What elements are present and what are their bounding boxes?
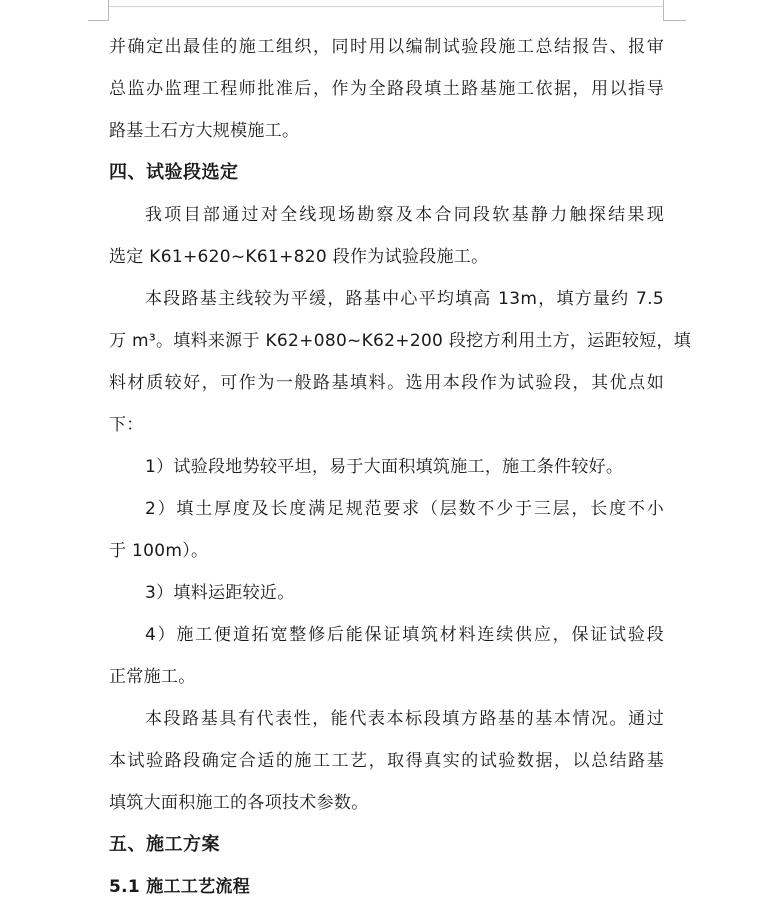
list-item-1 [109, 446, 664, 488]
text-line: 选定 K61+620~K61+820 段作为试验段施工。 [109, 247, 489, 267]
page-corner-mark-left [88, 0, 109, 21]
text-line: 正常施工。 [109, 667, 196, 687]
text-line: 我项目部通过对全线现场勘察及本合同段软基静力触探结果现 [145, 205, 664, 225]
document-body [109, 26, 692, 908]
text-line: 总监办监理工程师批准后，作为全路段填土路基施工依据，用以指导 [109, 79, 664, 99]
section-heading-4: 四、试验段选定 [109, 162, 239, 183]
text-line: 1）试验段地势较平坦，易于大面积填筑施工，施工条件较好。 [145, 457, 624, 477]
page-top-margin-line [109, 6, 663, 7]
section-heading-5: 五、施工方案 [109, 834, 220, 855]
text-line: 万 m³。填料来源于 K62+080~K62+200 段挖方利用土方，运距较短，填 [109, 331, 692, 351]
subsection-heading-5-1: 5.1 施工工艺流程 [109, 877, 251, 897]
text-line: 填筑大面积施工的各项技术参数。 [109, 793, 369, 813]
paragraph-site-selection [109, 194, 664, 278]
text-line: 本段路基主线较为平缓，路基中心平均填高 13m，填方量约 7.5 [145, 289, 664, 309]
text-line: 路基土石方大规模施工。 [109, 121, 300, 141]
text-line: 并确定出最佳的施工组织，同时用以编制试验段施工总结报告、报审 [109, 37, 664, 57]
text-line: 下： [109, 415, 144, 435]
text-line: 3）填料运距较近。 [145, 583, 295, 603]
page-corner-mark-right [663, 0, 686, 21]
paragraph-section-description [109, 278, 692, 446]
text-line: 于 100m）。 [109, 541, 209, 561]
text-line: 4）施工便道拓宽整修后能保证填筑材料连续供应，保证试验段 [145, 625, 664, 645]
list-item-3 [109, 572, 664, 614]
paragraph-intro [109, 26, 664, 152]
text-line: 本段路基具有代表性，能代表本标段填方路基的基本情况。通过 [145, 709, 664, 729]
paragraph-representativeness [109, 698, 664, 824]
text-line: 2）填土厚度及长度满足规范要求（层数不少于三层，长度不小 [145, 499, 664, 519]
list-item-4 [109, 614, 664, 698]
list-item-2 [109, 488, 664, 572]
text-line: 料材质较好，可作为一般路基填料。选用本段作为试验段，其优点如 [109, 373, 664, 393]
text-line: 本试验路段确定合适的施工工艺，取得真实的试验数据，以总结路基 [109, 751, 664, 771]
